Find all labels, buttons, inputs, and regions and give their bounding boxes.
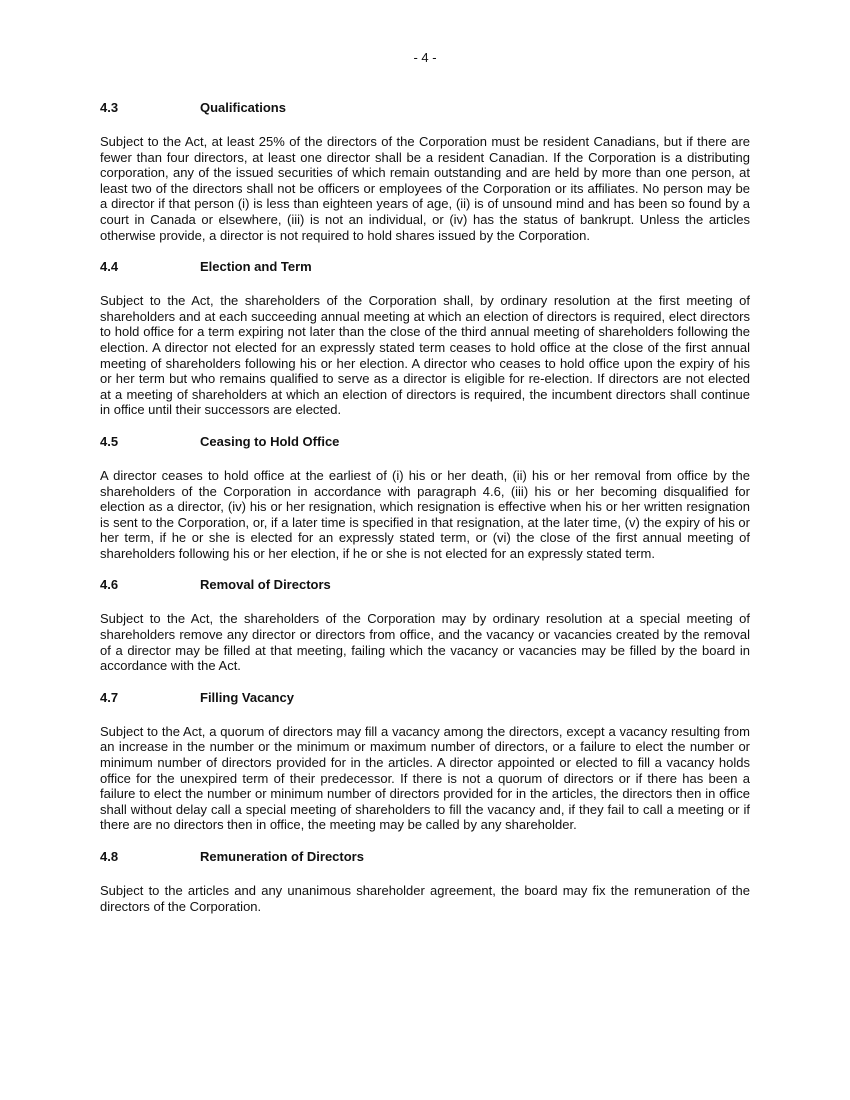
section-removal-of-directors — [100, 577, 750, 673]
section-number: 4.6 — [100, 577, 119, 593]
section-qualifications — [100, 100, 750, 243]
section-heading — [100, 690, 750, 706]
section-number: 4.5 — [100, 433, 119, 449]
section-title: Election and Term — [200, 259, 312, 275]
document-body — [100, 100, 750, 930]
section-title: Removal of Directors — [200, 577, 331, 593]
section-title: Qualifications — [200, 100, 286, 115]
section-paragraph: Subject to the Act, the shareholders of the Corporation may by ordinary resolution at a special meeting of shareholders remove any director or directors from office, and the vacancy or vacancies created by the removal of a director may be filled at that meeting, failing which the vacancy or vacancies may be filled by the board in accordance with the Act. — [100, 611, 750, 674]
section-ceasing-to-hold-office — [100, 434, 750, 562]
section-number: 4.4 — [100, 259, 119, 275]
section-paragraph: Subject to the Act, the shareholders of the Corporation shall, by ordinary resolution at the first meeting of shareholders and at each succeeding annual meeting at which an election of directors is required, elect directors to hold office for a term expiring not later than the close of the third annual meeting of shareholders following the election. A director not elected for an expressly stated term ceases to hold office at the close of the first annual meeting of shareholders following his or her election. A director who ceases to hold office upon the expiry of his or her term but who remains qualified to serve as a director is eligible for re-election. If directors are not elected at a meeting of shareholders at which an election of directors is required, the incumbent directors shall continue in office until their successors are elected. — [100, 293, 750, 418]
section-number: 4.3 — [100, 100, 119, 115]
section-heading — [100, 849, 750, 865]
section-filling-vacancy — [100, 690, 750, 833]
section-heading — [100, 577, 750, 593]
section-title: Ceasing to Hold Office — [200, 433, 340, 449]
section-paragraph: Subject to the articles and any unanimous shareholder agreement, the board may fix the remuneration of the directors of the Corporation. — [100, 883, 750, 914]
section-heading — [100, 259, 750, 275]
section-title: Filling Vacancy — [200, 689, 294, 705]
section-election-and-term — [100, 259, 750, 418]
section-remuneration-of-directors — [100, 849, 750, 914]
section-number: 4.8 — [100, 849, 119, 864]
section-paragraph: A director ceases to hold office at the earliest of (i) his or her death, (ii) his or her removal from office by the shareholders of the Corporation in accordance with paragraph 4.6, (iii) his or her becoming disqualified for election as a director, (iv) his or her resignation, which resignation is effective when his or her written resignation is sent to the Corporation, or, if a later time is specified in that resignation, at the later time, (v) the expiry of his or her term, if he or she is elected for an expressly stated term, or (vi) the close of the first annual meeting of shareholders following his or her election, if he or she is not elected for an expressly stated term. — [100, 467, 750, 561]
section-heading — [100, 100, 750, 116]
section-heading — [100, 434, 750, 450]
section-title: Remuneration of Directors — [200, 849, 364, 864]
section-paragraph: Subject to the Act, at least 25% of the directors of the Corporation must be resident Canadians, but if there are fewer than four directors, at least one director shall be a resident Canadian. If the Corporation is a distributing corporation, any of the issued securities of which remain outstanding and are held by more than one person, at least two of the directors shall not be officers or employees of the Corporation or its affiliates. No person may be a director if that person (i) is less than eighteen years of age, (ii) is of unsound mind and has been so found by a court in Canada or elsewhere, (iii) is not an individual, or (iv) has the status of bankrupt. Unless the articles otherwise provide, a director is not required to hold shares issued by the Corporation. — [100, 134, 750, 243]
section-paragraph: Subject to the Act, a quorum of directors may fill a vacancy among the directors, except a vacancy resulting from an increase in the number or the minimum or maximum number of directors, or a failure to elect the number or minimum number of directors provided for in the articles. A director appointed or elected to fill a vacancy holds office for the unexpired term of their predecessor. If there is not a quorum of directors or if there has been a failure to elect the number or minimum number of directors provided for in the articles, the directors then in office shall without delay call a special meeting of shareholders to fill the vacancy and, if they fail to call a meeting or if there are no directors then in office, the meeting may be called by any shareholder. — [100, 723, 750, 833]
section-number: 4.7 — [100, 689, 119, 705]
page-number: - 4 - — [413, 50, 437, 65]
